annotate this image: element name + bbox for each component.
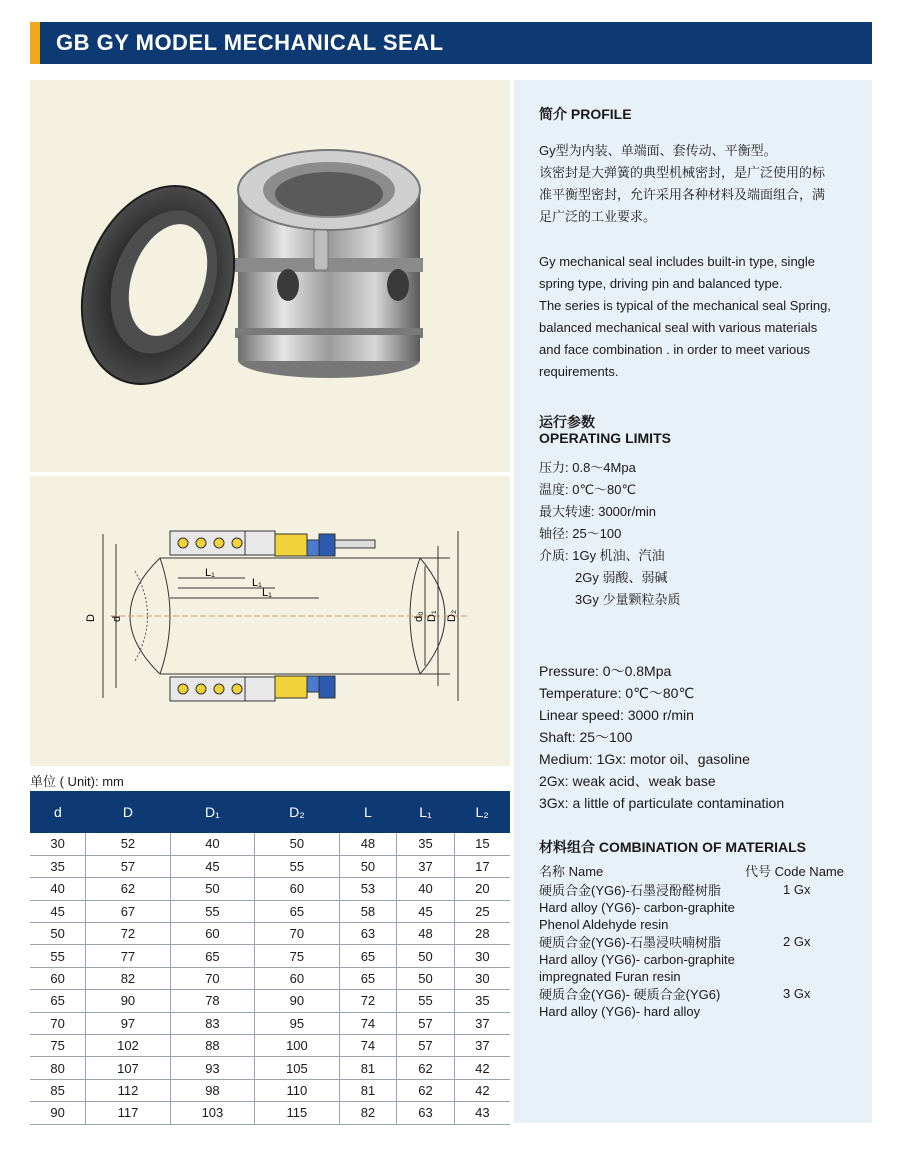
- spec-table: [30, 791, 510, 1125]
- material-line: 硬质合金(YG6)-石墨浸呋喃树脂: [539, 935, 722, 950]
- table-cell: 93: [170, 1057, 254, 1079]
- table-row: [30, 1102, 510, 1124]
- operating-cn-line: 温度: 0℃～80℃: [539, 482, 637, 497]
- table-cell: 107: [86, 1057, 170, 1079]
- table-cell: 112: [86, 1079, 170, 1101]
- profile-en-line: and face combination . in order to meet various: [539, 342, 810, 357]
- material-line: Hard alloy (YG6)- carbon-graphite: [539, 900, 735, 915]
- operating-en-line: 2Gx: weak acid、weak base: [539, 773, 716, 789]
- table-row: [30, 1035, 510, 1057]
- table-cell: 53: [339, 878, 397, 900]
- materials-heading: 材料组合 COMBINATION OF MATERIALS: [539, 839, 807, 855]
- table-cell: 57: [86, 855, 170, 877]
- operating-en-line: Pressure: 0～0.8Mpa: [539, 663, 672, 679]
- table-cell: 35: [454, 990, 510, 1012]
- table-cell: 81: [339, 1057, 397, 1079]
- mechanical-seal-image: [30, 80, 510, 472]
- material-line: Hard alloy (YG6)- hard alloy: [539, 1004, 701, 1019]
- table-cell: 85: [30, 1079, 86, 1101]
- table-cell: 50: [397, 945, 455, 967]
- table-cell: 62: [397, 1057, 455, 1079]
- table-cell: 67: [86, 900, 170, 922]
- table-cell: 20: [454, 878, 510, 900]
- table-cell: 103: [170, 1102, 254, 1124]
- table-row: [30, 1079, 510, 1101]
- col-header: L₁: [397, 791, 455, 833]
- table-cell: 97: [86, 1012, 170, 1034]
- table-cell: 37: [454, 1012, 510, 1034]
- operating-cn-line: 介质: 1Gy 机油、汽油: [539, 548, 665, 563]
- table-cell: 88: [170, 1035, 254, 1057]
- table-cell: 62: [86, 878, 170, 900]
- table-cell: 60: [30, 967, 86, 989]
- profile-en-text: [539, 251, 831, 383]
- table-cell: 105: [255, 1057, 339, 1079]
- table-cell: 45: [30, 900, 86, 922]
- table-cell: 37: [397, 855, 455, 877]
- table-row: [30, 967, 510, 989]
- dim-label-D: D: [85, 614, 97, 622]
- table-cell: 63: [397, 1102, 455, 1124]
- table-cell: 55: [397, 990, 455, 1012]
- profile-cn-line: Gy型为内装、单端面、套传动、平衡型。: [539, 143, 777, 158]
- col-header: d: [30, 791, 86, 833]
- table-row: [30, 1057, 510, 1079]
- table-cell: 70: [30, 1012, 86, 1034]
- materials-col-code: 代号 Code Name: [745, 864, 844, 879]
- table-row: [30, 878, 510, 900]
- material-item-3: [539, 986, 859, 1020]
- technical-drawing: [30, 476, 510, 766]
- material-code-1: 1 Gx: [783, 882, 811, 897]
- table-cell: 90: [30, 1102, 86, 1124]
- unit-label: 单位 ( Unit): mm: [30, 774, 124, 789]
- table-cell: 110: [255, 1079, 339, 1101]
- table-cell: 78: [170, 990, 254, 1012]
- table-row: [30, 1012, 510, 1034]
- table-row: [30, 900, 510, 922]
- profile-en-line: spring type, driving pin and balanced type.: [539, 276, 783, 291]
- table-cell: 28: [454, 923, 510, 945]
- table-cell: 65: [30, 990, 86, 1012]
- table-cell: 25: [454, 900, 510, 922]
- table-cell: 42: [454, 1057, 510, 1079]
- table-cell: 30: [454, 945, 510, 967]
- table-cell: 95: [255, 1012, 339, 1034]
- table-cell: 75: [30, 1035, 86, 1057]
- dim-label-d: d: [111, 615, 123, 622]
- table-cell: 60: [170, 923, 254, 945]
- table-cell: 74: [339, 1012, 397, 1034]
- operating-en-line: Temperature: 0℃～80℃: [539, 685, 695, 701]
- table-cell: 65: [255, 900, 339, 922]
- table-cell: 74: [339, 1035, 397, 1057]
- product-photo: [30, 80, 510, 472]
- operating-cn-line: 压力: 0.8～4Mpa: [539, 460, 636, 475]
- operating-cn-text: [539, 457, 680, 611]
- operating-heading-en: OPERATING LIMITS: [539, 430, 671, 446]
- table-cell: 62: [397, 1079, 455, 1101]
- table-cell: 70: [170, 967, 254, 989]
- col-header: L: [339, 791, 397, 833]
- dim-label-D2: D₂: [446, 609, 458, 622]
- operating-en-line: Shaft: 25～100: [539, 729, 633, 745]
- operating-cn-line: 轴径: 25～100: [539, 526, 622, 541]
- profile-heading: 简介 PROFILE: [539, 106, 632, 122]
- table-cell: 55: [30, 945, 86, 967]
- table-cell: 60: [255, 878, 339, 900]
- table-row: [30, 833, 510, 855]
- table-cell: 45: [170, 855, 254, 877]
- table-row: [30, 855, 510, 877]
- operating-cn-line: 最大转速: 3000r/min: [539, 504, 657, 519]
- table-row: [30, 990, 510, 1012]
- table-cell: 115: [255, 1102, 339, 1124]
- table-cell: 80: [30, 1057, 86, 1079]
- table-cell: 82: [86, 967, 170, 989]
- table-cell: 98: [170, 1079, 254, 1101]
- dim-label-L1-b: L₁: [252, 577, 262, 589]
- table-cell: 65: [339, 967, 397, 989]
- operating-cn-line: 2Gy 弱酸、弱碱: [575, 570, 668, 585]
- header-accent-bar: [30, 22, 40, 64]
- table-cell: 37: [454, 1035, 510, 1057]
- dim-label-L1-a: L₁: [205, 567, 215, 579]
- table-cell: 72: [86, 923, 170, 945]
- table-cell: 50: [170, 878, 254, 900]
- material-item-1: [539, 882, 859, 933]
- profile-cn-line: 准平衡型密封，允许采用各种材料及端面组合，满: [539, 187, 826, 202]
- material-item-2: [539, 934, 859, 985]
- material-line: impregnated Furan resin: [539, 969, 681, 984]
- profile-cn-text: [539, 140, 825, 228]
- table-cell: 15: [454, 833, 510, 855]
- col-header: D₁: [170, 791, 254, 833]
- table-cell: 50: [397, 967, 455, 989]
- table-cell: 70: [255, 923, 339, 945]
- operating-heading-cn: 运行参数: [539, 414, 595, 430]
- col-header: D: [86, 791, 170, 833]
- table-cell: 48: [397, 923, 455, 945]
- table-cell: 42: [454, 1079, 510, 1101]
- cross-section-drawing: [30, 476, 510, 766]
- table-cell: 45: [397, 900, 455, 922]
- materials-col-name: 名称 Name: [539, 864, 604, 879]
- col-header: D₂: [255, 791, 339, 833]
- table-cell: 83: [170, 1012, 254, 1034]
- table-header-row: [30, 791, 510, 833]
- table-cell: 43: [454, 1102, 510, 1124]
- table-cell: 40: [397, 878, 455, 900]
- material-code-2: 2 Gx: [783, 934, 811, 949]
- material-code-3: 3 Gx: [783, 986, 811, 1001]
- table-cell: 30: [30, 833, 86, 855]
- operating-en-text: [539, 660, 784, 814]
- operating-en-line: 3Gx: a little of particulate contamination: [539, 795, 785, 811]
- table-cell: 100: [255, 1035, 339, 1057]
- table-cell: 90: [255, 990, 339, 1012]
- page-title: GB GY MODEL MECHANICAL SEAL: [56, 30, 444, 55]
- table-cell: 50: [339, 855, 397, 877]
- profile-en-line: The series is typical of the mechanical seal Spring,: [539, 298, 831, 313]
- table-cell: 65: [170, 945, 254, 967]
- col-header: L₂: [454, 791, 510, 833]
- table-cell: 35: [397, 833, 455, 855]
- material-line: Phenol Aldehyde resin: [539, 917, 669, 932]
- dim-label-L1-c: L₁: [262, 587, 272, 599]
- table-cell: 63: [339, 923, 397, 945]
- page-header: [30, 22, 872, 64]
- table-cell: 50: [30, 923, 86, 945]
- table-cell: 60: [255, 967, 339, 989]
- table-cell: 40: [30, 878, 86, 900]
- table-cell: 90: [86, 990, 170, 1012]
- table-cell: 57: [397, 1035, 455, 1057]
- profile-en-line: Gy mechanical seal includes built-in type, single: [539, 254, 816, 269]
- table-cell: 102: [86, 1035, 170, 1057]
- table-cell: 52: [86, 833, 170, 855]
- table-cell: 58: [339, 900, 397, 922]
- table-cell: 72: [339, 990, 397, 1012]
- table-cell: 55: [170, 900, 254, 922]
- table-cell: 65: [339, 945, 397, 967]
- profile-en-line: requirements.: [539, 364, 619, 379]
- operating-en-line: Linear speed: 3000 r/min: [539, 707, 694, 723]
- table-cell: 35: [30, 855, 86, 877]
- table-body: [30, 833, 510, 1124]
- table-cell: 55: [255, 855, 339, 877]
- material-line: 硬质合金(YG6)-石墨浸酚醛树脂: [539, 883, 722, 898]
- table-cell: 30: [454, 967, 510, 989]
- profile-cn-line: 该密封是大弹簧的典型机械密封，是广泛使用的标: [539, 165, 826, 180]
- table-cell: 81: [339, 1079, 397, 1101]
- table-cell: 117: [86, 1102, 170, 1124]
- operating-en-line: Medium: 1Gx: motor oil、gasoline: [539, 751, 750, 767]
- material-line: Hard alloy (YG6)- carbon-graphite: [539, 952, 735, 967]
- table-row: [30, 945, 510, 967]
- profile-cn-line: 足广泛的工业要求。: [539, 209, 657, 224]
- table-cell: 77: [86, 945, 170, 967]
- dim-label-D1: D₁: [426, 610, 438, 622]
- operating-cn-line: 3Gy 少量颗粒杂质: [575, 592, 681, 607]
- dim-label-d0: d₀: [413, 611, 425, 622]
- material-line: 硬质合金(YG6)- 硬质合金(YG6): [539, 987, 721, 1002]
- table-cell: 57: [397, 1012, 455, 1034]
- table-cell: 75: [255, 945, 339, 967]
- table-cell: 17: [454, 855, 510, 877]
- table-cell: 48: [339, 833, 397, 855]
- table-cell: 82: [339, 1102, 397, 1124]
- table-cell: 50: [255, 833, 339, 855]
- table-cell: 40: [170, 833, 254, 855]
- profile-en-line: balanced mechanical seal with various materials: [539, 320, 818, 335]
- table-row: [30, 923, 510, 945]
